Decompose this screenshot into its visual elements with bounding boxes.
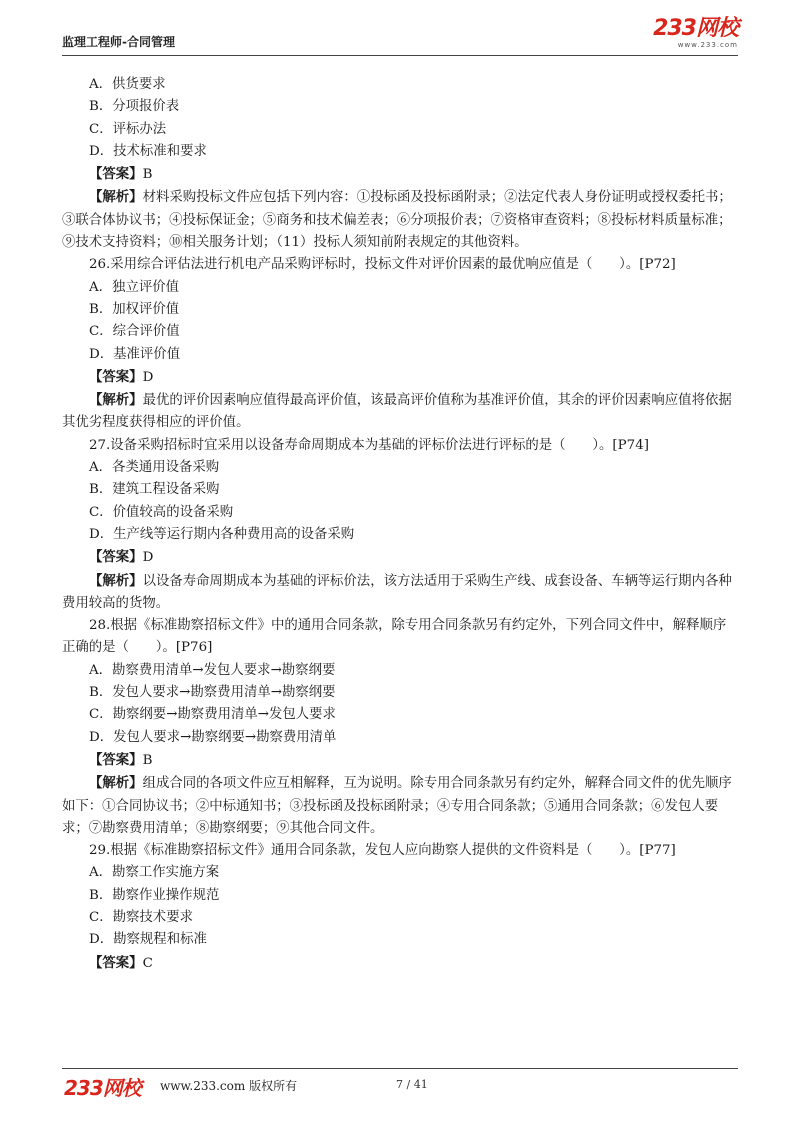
answer-line <box>62 749 739 772</box>
brand-logo-text: 233网校 <box>653 16 738 41</box>
answer-option: A．独立评价值 <box>89 279 180 295</box>
analysis-paragraph <box>62 772 739 840</box>
footer-logo: 233网校 <box>64 1076 141 1100</box>
answer-option: B．建筑工程设备采购 <box>89 482 220 498</box>
analysis-text: 以设备寿命周期成本为基础的评标价法，该方法适用于采购生产线、成套设备、车辆等运行期内各种费用较高的货物。 <box>62 573 732 611</box>
analysis-label: 【解析】 <box>89 572 143 589</box>
answer-line <box>62 366 739 389</box>
question-stem: 26.采用综合评估法进行机电产品采购评标时，投标文件对评价因素的最优响应值是（ ）。[P72] <box>89 257 676 273</box>
brand-logo <box>653 18 738 49</box>
answer-option: B．分项报价表 <box>89 99 180 115</box>
answer-option: D．技术标准和要求 <box>89 143 207 159</box>
answer-value: B <box>142 167 153 183</box>
answer-value: D <box>142 369 154 385</box>
analysis-paragraph <box>62 570 739 616</box>
answer-line <box>62 163 739 186</box>
answer-line <box>62 546 739 569</box>
answer-option: A．各类通用设备采购 <box>89 460 220 476</box>
document-body <box>62 74 739 975</box>
header-divider <box>62 55 738 56</box>
answer-option: D．发包人要求→勘察纲要→勘察费用清单 <box>89 729 337 745</box>
answer-option: A．勘察费用清单→发包人要求→勘察纲要 <box>89 662 336 678</box>
answer-option: C．价值较高的设备采购 <box>89 504 234 520</box>
answer-label: 【答案】 <box>89 954 143 971</box>
answer-option: C．综合评价值 <box>89 324 180 340</box>
answer-label: 【答案】 <box>89 166 143 183</box>
question-stem: 28.根据《标准勘察招标文件》中的通用合同条款，除专用合同条款另有约定外，下列合同文件中，解释顺序正确的是（ ）。[P76] <box>62 618 727 656</box>
answer-option: C．评标办法 <box>89 121 167 137</box>
answer-option: C．勘察技术要求 <box>89 909 193 925</box>
question-stem: 27.设备采购招标时宜采用以设备寿命周期成本为基础的评标价法进行评标的是（ ）。[P74] <box>89 437 649 453</box>
analysis-text: 材料采购投标文件应包括下列内容：①投标函及投标函附录；②法定代表人身份证明或授权委托书；③联合体协议书；④投标保证金；⑤商务和技术偏差表；⑥分项报价表；⑦资格审查资料；⑧投标材料质量标准；⑨技术支持资料；⑩相关服务计划；（11）投标人须知前附表规定的其他资料。 <box>62 190 732 251</box>
analysis-paragraph <box>62 186 739 254</box>
analysis-paragraph <box>62 389 739 435</box>
footer-copyright: www.233.com 版权所有 <box>160 1079 298 1093</box>
analysis-text: 最优的评价因素响应值得最高评价值，该最高评价值称为基准评价值，其余的评价因素响应值将依据其优劣程度获得相应的评价值。 <box>62 393 732 431</box>
answer-label: 【答案】 <box>89 368 143 385</box>
answer-label: 【答案】 <box>89 549 143 566</box>
answer-option: B．加权评价值 <box>89 301 180 317</box>
answer-option: D．基准评价值 <box>89 346 181 362</box>
answer-value: D <box>142 550 154 566</box>
footer-divider <box>62 1068 738 1069</box>
page-number: 7 / 41 <box>396 1078 428 1091</box>
answer-line <box>62 952 739 975</box>
analysis-label: 【解析】 <box>89 775 143 792</box>
question-stem: 29.根据《标准勘察招标文件》通用合同条款，发包人应向勘察人提供的文件资料是（ ）。[P77] <box>89 843 676 859</box>
answer-value: C <box>142 955 153 971</box>
answer-option: B．勘察作业操作规范 <box>89 887 220 903</box>
answer-label: 【答案】 <box>89 751 143 768</box>
analysis-label: 【解析】 <box>89 189 143 206</box>
answer-option: D．生产线等运行期内各种费用高的设备采购 <box>89 526 355 542</box>
answer-option: B．发包人要求→勘察费用清单→勘察纲要 <box>89 685 336 701</box>
answer-option: A．供货要求 <box>89 77 166 92</box>
document-title: 监理工程师-合同管理 <box>62 35 175 49</box>
brand-logo-url: www.233.com <box>677 41 738 49</box>
answer-option: C．勘察纲要→勘察费用清单→发包人要求 <box>89 707 336 723</box>
answer-option: A．勘察工作实施方案 <box>89 865 220 881</box>
analysis-text: 组成合同的各项文件应互相解释，互为说明。除专用合同条款另有约定外，解释合同文件的优先顺序如下：①合同协议书；②中标通知书；③投标函及投标函附录；④专用合同条款；⑤通用合同条款；⑥发包人要求；⑦勘察费用清单；⑧勘察纲要；⑨其他合同文件。 <box>62 776 732 836</box>
answer-value: B <box>142 752 153 768</box>
analysis-label: 【解析】 <box>89 392 143 409</box>
answer-option: D．勘察规程和标准 <box>89 932 207 948</box>
